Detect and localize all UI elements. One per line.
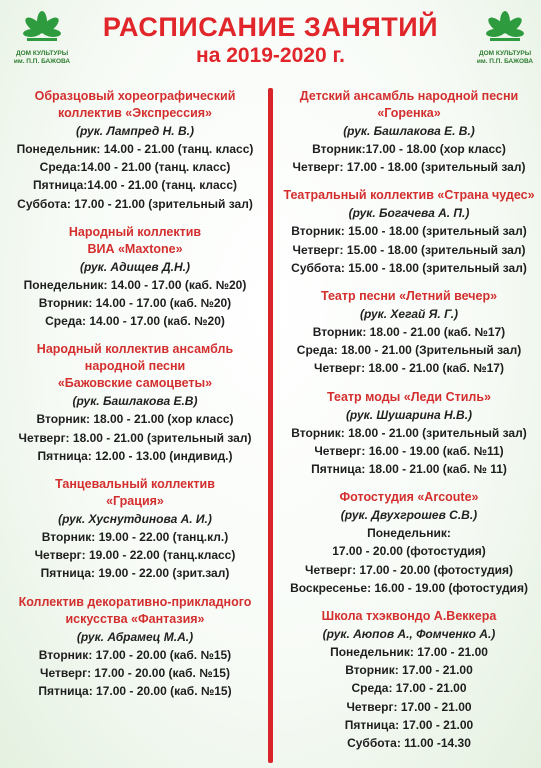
page-title: РАСПИСАНИЕ ЗАНЯТИЙ bbox=[102, 12, 439, 42]
schedule-line: Суббота: 15.00 - 18.00 (зрительный зал) bbox=[291, 260, 527, 275]
section-title-line: Коллектив декоративно-прикладного bbox=[18, 594, 252, 609]
schedule-line: Вторник: 15.00 - 18.00 (зрительный зал) bbox=[291, 224, 527, 239]
schedule-line: Пятница: 17.00 - 21.00 bbox=[344, 717, 474, 732]
section-title-line: Театр моды «Леди Стиль» bbox=[327, 389, 491, 404]
schedule-section bbox=[4, 224, 266, 331]
schedule-line: Пятница: 12.00 - 13.00 (индивид.) bbox=[37, 448, 233, 463]
section-title-line: «Горенка» bbox=[377, 106, 441, 120]
schedule-line: Понедельник: bbox=[367, 526, 451, 541]
leaf-emblem-icon bbox=[480, 10, 530, 50]
section-leader: (рук. Абрамец М.А.) bbox=[76, 629, 194, 644]
schedule-line: Четверг: 18.00 - 21.00 (зрительный зал) bbox=[18, 430, 252, 445]
schedule-line: Вторник: 18.00 - 21.00 (каб. №17) bbox=[312, 325, 506, 340]
section-title-line: Школа тхэквондо А.Веккера bbox=[321, 609, 497, 624]
section-title-line: Театр песни «Летний вечер» bbox=[320, 289, 498, 304]
schedule-section bbox=[4, 476, 266, 583]
schedule-section bbox=[278, 389, 540, 479]
section-title-line: Детский ансамбль народной песни bbox=[299, 89, 519, 103]
schedule-line: Четверг: 15.00 - 18.00 (зрительный зал) bbox=[292, 242, 526, 257]
schedule-line: Вторник: 14.00 - 17.00 (каб. №20) bbox=[38, 296, 232, 311]
schedule-line: Четверг: 17.00 - 21.00 bbox=[346, 699, 472, 714]
section-title-line: Образцовый хореографический bbox=[34, 89, 236, 103]
section-leader: (рук. Адищев Д.Н.) bbox=[79, 259, 191, 274]
schedule-line: Пятница: 19.00 - 22.00 (зрит.зал) bbox=[40, 566, 230, 581]
section-title-line: Танцевальный коллектив bbox=[55, 477, 215, 492]
schedule-line: Четверг: 17.00 - 20.00 (фотостудия) bbox=[305, 562, 513, 577]
section-leader: (рук. Лампред Н. В.) bbox=[76, 124, 194, 138]
section-leader: (рук. Шушарина Н.В.) bbox=[345, 407, 473, 422]
logo-line-1: ДОМ КУЛЬТУРЫ bbox=[15, 50, 69, 57]
schedule-line: Четверг: 17.00 - 20.00 (каб. №15) bbox=[40, 665, 230, 680]
logo-line-2: им. П.П. БАЖОВА bbox=[13, 57, 71, 65]
schedule-line: Пятница: 18.00 - 21.00 (каб. № 11) bbox=[311, 462, 507, 477]
schedule-line: Четверг: 16.00 - 19.00 (каб. №11) bbox=[314, 443, 504, 458]
section-leader: (рук. Аюпов А., Фомченко А.) bbox=[322, 627, 496, 642]
section-leader: (рук. Двухгрошев С.В.) bbox=[340, 508, 478, 523]
schedule-line: Понедельник: 17.00 - 21.00 bbox=[330, 645, 488, 660]
schedule-line: Среда:14.00 - 21.00 (танц. класс) bbox=[39, 160, 231, 175]
schedule-section bbox=[278, 187, 540, 277]
schedule-line: Вторник: 18.00 - 21.00 (хор класс) bbox=[36, 412, 234, 427]
schedule-line: Четверг: 19.00 - 22.00 (танц.класс) bbox=[34, 548, 236, 563]
schedule-line: Вторник: 17.00 - 21.00 bbox=[345, 663, 473, 678]
section-leader: (рук. Богачева А. П.) bbox=[348, 206, 470, 221]
schedule-line: Четверг: 17.00 - 18.00 (зрительный зал) bbox=[292, 160, 526, 175]
page-subtitle: на 2019-2020 г. bbox=[196, 44, 345, 67]
schedule-section bbox=[278, 608, 540, 752]
section-title-line: Народный коллектив bbox=[68, 224, 202, 239]
section-leader: (рук. Хуснутдинова А. И.) bbox=[58, 512, 212, 527]
schedule-line: Суббота: 17.00 - 21.00 (зрительный зал) bbox=[17, 196, 253, 211]
schedule-line: Среда: 18.00 - 21.00 (Зрительный зал) bbox=[296, 343, 522, 358]
schedule-line: Вторник: 18.00 - 21.00 (зрительный зал) bbox=[291, 425, 527, 440]
section-title-line: Театральный коллектив «Страна чудес» bbox=[283, 188, 535, 203]
schedule-line: Пятница:14.00 - 21.00 (танц. класс) bbox=[32, 178, 237, 193]
section-title-line: «Грация» bbox=[106, 494, 164, 509]
schedule-section bbox=[4, 341, 266, 465]
schedule-line: Воскресенье: 16.00 - 19.00 (фотостудия) bbox=[290, 580, 528, 595]
schedule-line: Вторник:17.00 - 18.00 (хор класс) bbox=[312, 142, 506, 156]
schedule-line: Понедельник: 14.00 - 21.00 (танц. класс) bbox=[16, 142, 254, 156]
schedule-line: Среда: 17.00 - 21.00 bbox=[351, 681, 467, 696]
section-title-line: ВИА «Maxtone» bbox=[87, 241, 183, 256]
schedule-section bbox=[278, 88, 540, 176]
schedule-line: Вторник: 19.00 - 22.00 (танц.кл.) bbox=[41, 530, 229, 545]
column-divider bbox=[268, 88, 273, 763]
schedule-line: Четверг: 18.00 - 21.00 (каб. №17) bbox=[314, 361, 504, 376]
section-title-line: коллектив «Экспрессия» bbox=[58, 106, 212, 120]
right-column bbox=[278, 88, 540, 763]
schedule-section bbox=[278, 288, 540, 378]
schedule-line: Понедельник: 14.00 - 17.00 (каб. №20) bbox=[23, 277, 247, 292]
section-title-line: народной песни bbox=[84, 359, 186, 374]
schedule-line: 17.00 - 20.00 (фотостудия) bbox=[332, 544, 486, 559]
logo-right bbox=[469, 10, 541, 78]
schedule-line: Вторник: 17.00 - 20.00 (каб. №15) bbox=[38, 647, 232, 662]
section-leader: (рук. Хегай Я. Г.) bbox=[359, 307, 459, 322]
header bbox=[0, 8, 541, 78]
schedule-section bbox=[4, 594, 266, 701]
schedule-section bbox=[278, 489, 540, 597]
section-title-line: «Бажовские самоцветы» bbox=[57, 376, 213, 391]
section-title-line: Народный коллектив ансамбль bbox=[36, 342, 234, 357]
schedule-section bbox=[4, 88, 266, 213]
logo-line-1: ДОМ КУЛЬТУРЫ bbox=[478, 50, 532, 57]
schedule-line: Суббота: 11.00 -14.30 bbox=[347, 736, 471, 751]
schedule-line: Среда: 14.00 - 17.00 (каб. №20) bbox=[45, 314, 225, 329]
section-title-line: искусства «Фантазия» bbox=[65, 611, 205, 626]
section-leader: (рук. Башлакова Е. В.) bbox=[343, 124, 475, 138]
section-title-line: Фотостудия «Arcoute» bbox=[339, 490, 479, 505]
left-column bbox=[4, 88, 266, 711]
logo-line-2: им. П.П. БАЖОВА bbox=[476, 57, 534, 65]
section-leader: (рук. Башлакова Е.В) bbox=[72, 394, 198, 409]
schedule-line: Пятница: 17.00 - 20.00 (каб. №15) bbox=[38, 684, 232, 699]
